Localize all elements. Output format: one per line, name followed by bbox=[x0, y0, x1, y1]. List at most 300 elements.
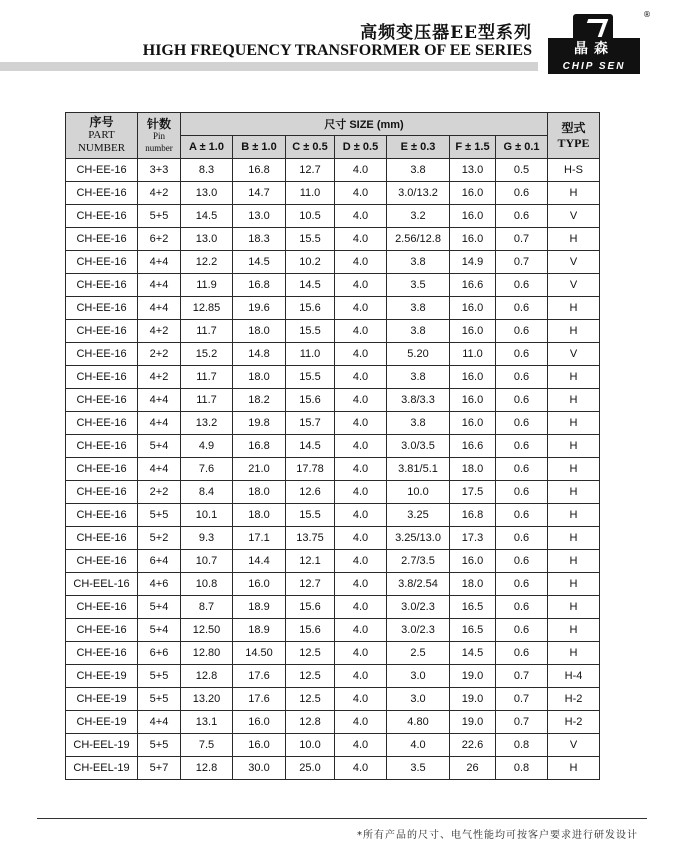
pin-count-cell: 5+4 bbox=[138, 619, 181, 642]
dim-g-cell: 0.8 bbox=[496, 734, 548, 757]
dim-f-cell: 16.0 bbox=[450, 182, 496, 205]
part-number-cell: CH-EE-16 bbox=[66, 159, 138, 182]
dim-a-cell: 10.1 bbox=[181, 504, 233, 527]
dim-e-cell: 4.0 bbox=[387, 734, 450, 757]
table-row bbox=[66, 389, 600, 412]
dim-g-cell: 0.6 bbox=[496, 366, 548, 389]
type-cell: H bbox=[548, 504, 600, 527]
type-cell: H bbox=[548, 527, 600, 550]
table-row bbox=[66, 596, 600, 619]
pin-count-cell: 3+3 bbox=[138, 159, 181, 182]
dim-g-cell: 0.7 bbox=[496, 228, 548, 251]
dim-a-cell: 8.3 bbox=[181, 159, 233, 182]
dim-g-cell: 0.6 bbox=[496, 458, 548, 481]
dim-d-cell: 4.0 bbox=[335, 757, 387, 780]
dim-a-cell: 11.7 bbox=[181, 389, 233, 412]
type-cell: H bbox=[548, 412, 600, 435]
dim-b-cell: 17.6 bbox=[233, 665, 286, 688]
table-row bbox=[66, 366, 600, 389]
dim-g-cell: 0.8 bbox=[496, 757, 548, 780]
part-number-cell: CH-EE-16 bbox=[66, 619, 138, 642]
dim-a-cell: 13.0 bbox=[181, 182, 233, 205]
type-cell: H-4 bbox=[548, 665, 600, 688]
dim-f-cell: 16.6 bbox=[450, 435, 496, 458]
part-number-cell: CH-EE-16 bbox=[66, 596, 138, 619]
dim-b-cell: 16.0 bbox=[233, 573, 286, 596]
dim-c-cell: 12.7 bbox=[286, 573, 335, 596]
table-row bbox=[66, 665, 600, 688]
part-number-cell: CH-EE-16 bbox=[66, 550, 138, 573]
dim-a-cell: 10.8 bbox=[181, 573, 233, 596]
dim-b-cell: 17.1 bbox=[233, 527, 286, 550]
dim-d-cell: 4.0 bbox=[335, 297, 387, 320]
ee-series-spec-table bbox=[65, 112, 600, 780]
dim-d-cell: 4.0 bbox=[335, 412, 387, 435]
dim-f-cell: 16.0 bbox=[450, 550, 496, 573]
table-row bbox=[66, 481, 600, 504]
dim-f-cell: 16.5 bbox=[450, 596, 496, 619]
dim-a-cell: 13.1 bbox=[181, 711, 233, 734]
dim-c-cell: 10.0 bbox=[286, 734, 335, 757]
dim-g-cell: 0.6 bbox=[496, 642, 548, 665]
pin-count-cell: 6+4 bbox=[138, 550, 181, 573]
pin-count-cell: 4+4 bbox=[138, 711, 181, 734]
dim-f-cell: 14.5 bbox=[450, 642, 496, 665]
dim-d-cell: 4.0 bbox=[335, 734, 387, 757]
part-number-cell: CH-EE-16 bbox=[66, 527, 138, 550]
dim-c-cell: 15.6 bbox=[286, 619, 335, 642]
header-stripe bbox=[0, 62, 538, 71]
dim-c-cell: 17.78 bbox=[286, 458, 335, 481]
dim-c-cell: 12.5 bbox=[286, 642, 335, 665]
chipsen-logo bbox=[548, 14, 640, 76]
dim-b-cell: 18.0 bbox=[233, 366, 286, 389]
dim-a-cell: 9.3 bbox=[181, 527, 233, 550]
dim-g-cell: 0.6 bbox=[496, 205, 548, 228]
dim-a-cell: 11.9 bbox=[181, 274, 233, 297]
dim-d-cell: 4.0 bbox=[335, 688, 387, 711]
type-cell: H bbox=[548, 182, 600, 205]
dim-d-cell: 4.0 bbox=[335, 711, 387, 734]
dim-f-cell: 19.0 bbox=[450, 665, 496, 688]
part-number-cell: CH-EE-16 bbox=[66, 205, 138, 228]
type-cell: H bbox=[548, 458, 600, 481]
dim-b-cell: 14.5 bbox=[233, 251, 286, 274]
dim-b-cell: 14.50 bbox=[233, 642, 286, 665]
dim-f-cell: 13.0 bbox=[450, 159, 496, 182]
dim-e-cell: 2.5 bbox=[387, 642, 450, 665]
dim-f-cell: 14.9 bbox=[450, 251, 496, 274]
part-header-en-2: NUMBER bbox=[77, 142, 126, 154]
pin-count-cell: 4+6 bbox=[138, 573, 181, 596]
type-cell: H bbox=[548, 297, 600, 320]
dim-d-cell: 4.0 bbox=[335, 182, 387, 205]
dim-d-cell: 4.0 bbox=[335, 251, 387, 274]
dim-e-cell: 3.8 bbox=[387, 251, 450, 274]
pin-count-cell: 4+4 bbox=[138, 458, 181, 481]
dim-d-cell: 4.0 bbox=[335, 596, 387, 619]
type-cell: V bbox=[548, 343, 600, 366]
pin-header-en-2: number bbox=[145, 142, 173, 153]
part-number-cell: CH-EE-19 bbox=[66, 711, 138, 734]
part-number-cell: CH-EE-16 bbox=[66, 320, 138, 343]
dim-header-f: F ± 1.5 bbox=[450, 136, 496, 159]
dim-e-cell: 3.0/2.3 bbox=[387, 619, 450, 642]
dim-f-cell: 16.0 bbox=[450, 320, 496, 343]
dim-c-cell: 15.7 bbox=[286, 412, 335, 435]
type-cell: H bbox=[548, 389, 600, 412]
part-number-header bbox=[66, 113, 138, 159]
dim-f-cell: 19.0 bbox=[450, 711, 496, 734]
size-header: 尺寸 SIZE (mm) bbox=[181, 113, 548, 136]
dim-b-cell: 18.0 bbox=[233, 481, 286, 504]
footer-divider bbox=[37, 818, 647, 819]
type-header-cn: 型式 bbox=[561, 120, 586, 135]
pin-count-cell: 5+5 bbox=[138, 734, 181, 757]
dim-b-cell: 18.9 bbox=[233, 619, 286, 642]
table-row bbox=[66, 274, 600, 297]
dim-f-cell: 11.0 bbox=[450, 343, 496, 366]
dim-g-cell: 0.6 bbox=[496, 596, 548, 619]
dim-a-cell: 12.85 bbox=[181, 297, 233, 320]
dim-g-cell: 0.6 bbox=[496, 343, 548, 366]
dim-e-cell: 4.80 bbox=[387, 711, 450, 734]
type-cell: V bbox=[548, 274, 600, 297]
dim-header-e: E ± 0.3 bbox=[387, 136, 450, 159]
dim-f-cell: 16.0 bbox=[450, 205, 496, 228]
dim-c-cell: 11.0 bbox=[286, 182, 335, 205]
dim-c-cell: 15.6 bbox=[286, 596, 335, 619]
dim-g-cell: 0.6 bbox=[496, 274, 548, 297]
dim-b-cell: 18.2 bbox=[233, 389, 286, 412]
dim-d-cell: 4.0 bbox=[335, 389, 387, 412]
dim-c-cell: 12.7 bbox=[286, 159, 335, 182]
dim-a-cell: 11.7 bbox=[181, 320, 233, 343]
table-row bbox=[66, 320, 600, 343]
table-row bbox=[66, 159, 600, 182]
dim-e-cell: 3.5 bbox=[387, 757, 450, 780]
table-row bbox=[66, 251, 600, 274]
dim-e-cell: 3.0 bbox=[387, 688, 450, 711]
dim-b-cell: 21.0 bbox=[233, 458, 286, 481]
type-cell: H-S bbox=[548, 159, 600, 182]
type-cell: H bbox=[548, 481, 600, 504]
type-cell: H bbox=[548, 435, 600, 458]
dim-c-cell: 14.5 bbox=[286, 435, 335, 458]
dim-c-cell: 15.5 bbox=[286, 366, 335, 389]
page-title-chinese: 高频变压器EE型系列 bbox=[360, 23, 532, 43]
type-cell: H bbox=[548, 757, 600, 780]
dim-g-cell: 0.6 bbox=[496, 297, 548, 320]
part-number-cell: CH-EE-16 bbox=[66, 435, 138, 458]
pin-count-cell: 4+4 bbox=[138, 297, 181, 320]
type-cell: H bbox=[548, 550, 600, 573]
dim-e-cell: 3.25 bbox=[387, 504, 450, 527]
dim-a-cell: 12.8 bbox=[181, 757, 233, 780]
dim-d-cell: 4.0 bbox=[335, 619, 387, 642]
dim-f-cell: 16.0 bbox=[450, 366, 496, 389]
dim-a-cell: 14.5 bbox=[181, 205, 233, 228]
part-number-cell: CH-EE-16 bbox=[66, 389, 138, 412]
dim-d-cell: 4.0 bbox=[335, 573, 387, 596]
dim-e-cell: 3.25/13.0 bbox=[387, 527, 450, 550]
part-number-cell: CH-EE-16 bbox=[66, 274, 138, 297]
logo-chinese-text: 晶森 bbox=[548, 38, 640, 60]
type-cell: H bbox=[548, 596, 600, 619]
table-row bbox=[66, 527, 600, 550]
pin-header-cn: 针数 bbox=[146, 116, 171, 131]
pin-count-cell: 5+5 bbox=[138, 504, 181, 527]
dim-d-cell: 4.0 bbox=[335, 665, 387, 688]
dim-b-cell: 16.8 bbox=[233, 274, 286, 297]
dim-c-cell: 15.6 bbox=[286, 297, 335, 320]
dim-g-cell: 0.6 bbox=[496, 573, 548, 596]
part-number-cell: CH-EEL-19 bbox=[66, 757, 138, 780]
pin-count-cell: 5+5 bbox=[138, 665, 181, 688]
pin-count-cell: 6+2 bbox=[138, 228, 181, 251]
dim-e-cell: 5.20 bbox=[387, 343, 450, 366]
pin-count-cell: 4+2 bbox=[138, 366, 181, 389]
dim-a-cell: 7.5 bbox=[181, 734, 233, 757]
part-number-cell: CH-EE-19 bbox=[66, 688, 138, 711]
pin-count-cell: 4+2 bbox=[138, 182, 181, 205]
dim-d-cell: 4.0 bbox=[335, 205, 387, 228]
dim-a-cell: 12.2 bbox=[181, 251, 233, 274]
dim-c-cell: 11.0 bbox=[286, 343, 335, 366]
type-cell: V bbox=[548, 205, 600, 228]
dim-f-cell: 16.0 bbox=[450, 389, 496, 412]
dim-c-cell: 12.1 bbox=[286, 550, 335, 573]
dim-header-g: G ± 0.1 bbox=[496, 136, 548, 159]
dim-d-cell: 4.0 bbox=[335, 159, 387, 182]
dim-header-c: C ± 0.5 bbox=[286, 136, 335, 159]
dim-g-cell: 0.7 bbox=[496, 688, 548, 711]
dim-c-cell: 12.5 bbox=[286, 665, 335, 688]
dim-f-cell: 22.6 bbox=[450, 734, 496, 757]
dim-d-cell: 4.0 bbox=[335, 435, 387, 458]
dim-g-cell: 0.6 bbox=[496, 619, 548, 642]
footnote: *所有产品的尺寸、电气性能均可按客户要求进行研发设计 bbox=[357, 830, 638, 841]
part-number-cell: CH-EE-16 bbox=[66, 412, 138, 435]
table-row bbox=[66, 734, 600, 757]
dim-f-cell: 17.3 bbox=[450, 527, 496, 550]
dim-e-cell: 3.8/3.3 bbox=[387, 389, 450, 412]
table-row bbox=[66, 504, 600, 527]
dim-b-cell: 14.7 bbox=[233, 182, 286, 205]
dim-f-cell: 18.0 bbox=[450, 458, 496, 481]
dim-e-cell: 3.8 bbox=[387, 297, 450, 320]
part-number-cell: CH-EE-16 bbox=[66, 297, 138, 320]
dim-g-cell: 0.6 bbox=[496, 504, 548, 527]
dim-b-cell: 19.6 bbox=[233, 297, 286, 320]
dim-b-cell: 16.8 bbox=[233, 159, 286, 182]
pin-count-cell: 5+4 bbox=[138, 435, 181, 458]
part-number-cell: CH-EE-16 bbox=[66, 458, 138, 481]
dim-f-cell: 16.0 bbox=[450, 412, 496, 435]
dim-b-cell: 16.0 bbox=[233, 711, 286, 734]
page-title-english: HIGH FREQUENCY TRANSFORMER OF EE SERIES bbox=[142, 42, 532, 59]
part-number-cell: CH-EE-19 bbox=[66, 665, 138, 688]
dim-b-cell: 17.6 bbox=[233, 688, 286, 711]
type-cell: V bbox=[548, 734, 600, 757]
dim-g-cell: 0.6 bbox=[496, 481, 548, 504]
part-number-cell: CH-EE-16 bbox=[66, 366, 138, 389]
dim-e-cell: 3.81/5.1 bbox=[387, 458, 450, 481]
dim-e-cell: 10.0 bbox=[387, 481, 450, 504]
table-row bbox=[66, 228, 600, 251]
dim-d-cell: 4.0 bbox=[335, 228, 387, 251]
pin-count-cell: 4+4 bbox=[138, 274, 181, 297]
dim-f-cell: 18.0 bbox=[450, 573, 496, 596]
table-row bbox=[66, 573, 600, 596]
dim-g-cell: 0.6 bbox=[496, 182, 548, 205]
type-header bbox=[548, 113, 600, 159]
dim-e-cell: 2.7/3.5 bbox=[387, 550, 450, 573]
dim-b-cell: 16.8 bbox=[233, 435, 286, 458]
dim-e-cell: 3.8 bbox=[387, 366, 450, 389]
dim-b-cell: 18.3 bbox=[233, 228, 286, 251]
dim-c-cell: 15.5 bbox=[286, 320, 335, 343]
dim-f-cell: 16.8 bbox=[450, 504, 496, 527]
dim-d-cell: 4.0 bbox=[335, 642, 387, 665]
dim-b-cell: 16.0 bbox=[233, 734, 286, 757]
table-row bbox=[66, 550, 600, 573]
pin-count-cell: 4+2 bbox=[138, 320, 181, 343]
dim-c-cell: 25.0 bbox=[286, 757, 335, 780]
dim-e-cell: 3.0 bbox=[387, 665, 450, 688]
dim-e-cell: 3.0/13.2 bbox=[387, 182, 450, 205]
registered-mark: ® bbox=[643, 10, 651, 19]
dim-e-cell: 3.8 bbox=[387, 320, 450, 343]
dim-d-cell: 4.0 bbox=[335, 550, 387, 573]
table-row bbox=[66, 757, 600, 780]
pin-header-en-1: Pin bbox=[152, 130, 165, 141]
table-row bbox=[66, 182, 600, 205]
dim-header-a: A ± 1.0 bbox=[181, 136, 233, 159]
dim-a-cell: 8.7 bbox=[181, 596, 233, 619]
dim-e-cell: 3.8/2.54 bbox=[387, 573, 450, 596]
dim-c-cell: 15.6 bbox=[286, 389, 335, 412]
table-row bbox=[66, 297, 600, 320]
dim-f-cell: 16.0 bbox=[450, 297, 496, 320]
dim-a-cell: 11.7 bbox=[181, 366, 233, 389]
pin-count-cell: 4+4 bbox=[138, 412, 181, 435]
dim-g-cell: 0.6 bbox=[496, 389, 548, 412]
dim-g-cell: 0.6 bbox=[496, 550, 548, 573]
table-row bbox=[66, 458, 600, 481]
pin-count-cell: 2+2 bbox=[138, 481, 181, 504]
logo-mark-icon bbox=[573, 14, 613, 38]
dim-b-cell: 30.0 bbox=[233, 757, 286, 780]
dim-c-cell: 15.5 bbox=[286, 228, 335, 251]
dim-b-cell: 18.9 bbox=[233, 596, 286, 619]
dim-c-cell: 10.5 bbox=[286, 205, 335, 228]
dim-e-cell: 3.8 bbox=[387, 159, 450, 182]
type-header-en: TYPE bbox=[557, 135, 590, 150]
part-number-cell: CH-EE-16 bbox=[66, 182, 138, 205]
dim-c-cell: 12.6 bbox=[286, 481, 335, 504]
dim-f-cell: 16.6 bbox=[450, 274, 496, 297]
pin-count-cell: 5+4 bbox=[138, 596, 181, 619]
dim-e-cell: 2.56/12.8 bbox=[387, 228, 450, 251]
type-cell: H bbox=[548, 642, 600, 665]
dim-g-cell: 0.7 bbox=[496, 665, 548, 688]
dim-g-cell: 0.6 bbox=[496, 527, 548, 550]
dim-c-cell: 12.5 bbox=[286, 688, 335, 711]
dim-c-cell: 12.8 bbox=[286, 711, 335, 734]
type-cell: H bbox=[548, 320, 600, 343]
dim-f-cell: 16.5 bbox=[450, 619, 496, 642]
dim-a-cell: 13.0 bbox=[181, 228, 233, 251]
table-row bbox=[66, 435, 600, 458]
dim-e-cell: 3.0/2.3 bbox=[387, 596, 450, 619]
dim-d-cell: 4.0 bbox=[335, 458, 387, 481]
dim-a-cell: 4.9 bbox=[181, 435, 233, 458]
dim-e-cell: 3.8 bbox=[387, 412, 450, 435]
type-cell: H bbox=[548, 573, 600, 596]
type-cell: H bbox=[548, 619, 600, 642]
part-header-cn: 序号 bbox=[89, 115, 114, 129]
dim-a-cell: 12.50 bbox=[181, 619, 233, 642]
dim-g-cell: 0.6 bbox=[496, 412, 548, 435]
part-number-cell: CH-EE-16 bbox=[66, 251, 138, 274]
dim-d-cell: 4.0 bbox=[335, 481, 387, 504]
type-cell: H-2 bbox=[548, 711, 600, 734]
dim-b-cell: 14.4 bbox=[233, 550, 286, 573]
dim-g-cell: 0.6 bbox=[496, 320, 548, 343]
dim-a-cell: 8.4 bbox=[181, 481, 233, 504]
dim-b-cell: 18.0 bbox=[233, 504, 286, 527]
type-cell: H bbox=[548, 366, 600, 389]
dim-a-cell: 12.8 bbox=[181, 665, 233, 688]
pin-number-header bbox=[138, 113, 181, 159]
part-number-cell: CH-EE-16 bbox=[66, 481, 138, 504]
dim-d-cell: 4.0 bbox=[335, 504, 387, 527]
logo-english-text: CHIP SEN bbox=[548, 60, 640, 74]
dim-header-d: D ± 0.5 bbox=[335, 136, 387, 159]
dim-f-cell: 26 bbox=[450, 757, 496, 780]
dim-f-cell: 16.0 bbox=[450, 228, 496, 251]
table-row bbox=[66, 343, 600, 366]
dim-d-cell: 4.0 bbox=[335, 527, 387, 550]
dim-c-cell: 14.5 bbox=[286, 274, 335, 297]
table-row bbox=[66, 711, 600, 734]
dim-e-cell: 3.5 bbox=[387, 274, 450, 297]
dim-c-cell: 10.2 bbox=[286, 251, 335, 274]
dim-e-cell: 3.2 bbox=[387, 205, 450, 228]
part-number-cell: CH-EE-16 bbox=[66, 504, 138, 527]
pin-count-cell: 2+2 bbox=[138, 343, 181, 366]
part-number-cell: CH-EEL-16 bbox=[66, 573, 138, 596]
dim-g-cell: 0.5 bbox=[496, 159, 548, 182]
pin-count-cell: 6+6 bbox=[138, 642, 181, 665]
dim-header-b: B ± 1.0 bbox=[233, 136, 286, 159]
dim-a-cell: 7.6 bbox=[181, 458, 233, 481]
dim-c-cell: 15.5 bbox=[286, 504, 335, 527]
pin-count-cell: 5+5 bbox=[138, 205, 181, 228]
table-row bbox=[66, 642, 600, 665]
type-cell: V bbox=[548, 251, 600, 274]
dim-a-cell: 10.7 bbox=[181, 550, 233, 573]
part-header-en-1: PART bbox=[88, 129, 115, 141]
dim-g-cell: 0.7 bbox=[496, 711, 548, 734]
dim-a-cell: 13.2 bbox=[181, 412, 233, 435]
dim-a-cell: 15.2 bbox=[181, 343, 233, 366]
pin-count-cell: 4+4 bbox=[138, 389, 181, 412]
dim-d-cell: 4.0 bbox=[335, 343, 387, 366]
dim-d-cell: 4.0 bbox=[335, 366, 387, 389]
table-row bbox=[66, 619, 600, 642]
